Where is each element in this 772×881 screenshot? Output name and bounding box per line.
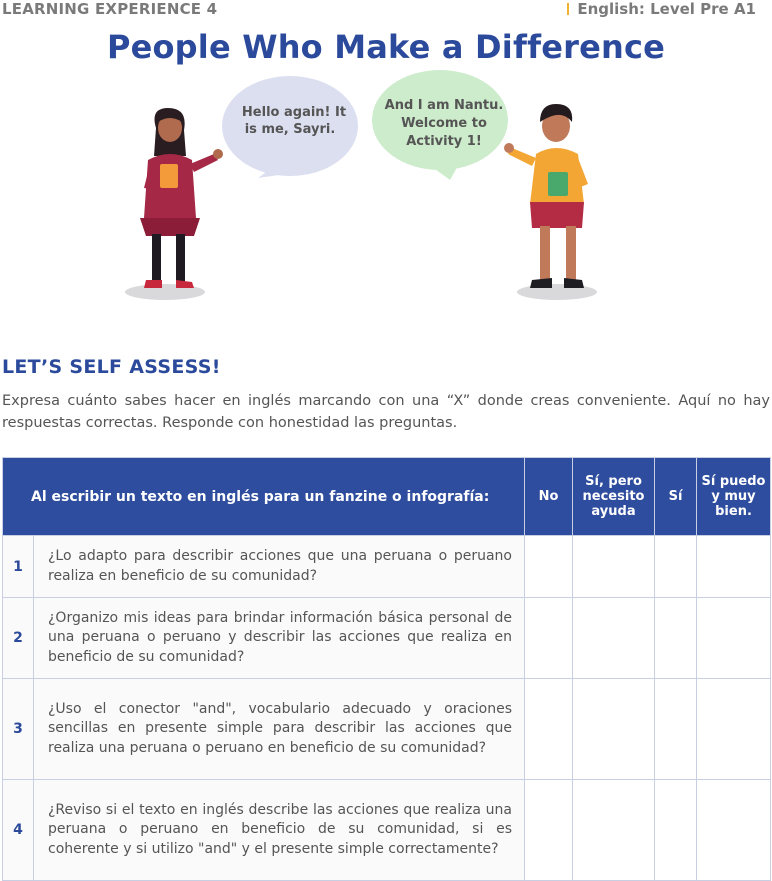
level-text: English: Level Pre A1 xyxy=(577,0,756,18)
self-assessment-table xyxy=(2,457,771,881)
table-row xyxy=(3,679,771,780)
table-header-row xyxy=(3,458,771,536)
intro-text: Expresa cuánto sabes hacer en inglés marcando con una “X” donde creas conveniente. Aquí no hay respuestas correctas. Responde con honestidad las preguntas. xyxy=(2,393,770,431)
table-row xyxy=(3,780,771,881)
answer-cell-yes[interactable] xyxy=(655,679,697,780)
nantu-line-2: Welcome to xyxy=(401,116,487,131)
answer-cell-yes-with-help[interactable] xyxy=(573,679,655,780)
nantu-line-3: Activity 1! xyxy=(406,134,482,149)
nantu-line-1: And I am Nantu. xyxy=(384,98,504,113)
question-text: ¿Reviso si el texto en inglés describe las acciones que realiza una peruana o peruano en beneficio de su comunidad, si es coherente y si utilizo "and" y el presente simple correctamente? xyxy=(34,780,525,881)
answer-cell-no[interactable] xyxy=(525,536,573,598)
illustration xyxy=(0,68,772,308)
sayri-speech-bubble xyxy=(222,76,358,178)
answer-cell-yes[interactable] xyxy=(655,780,697,881)
table-row xyxy=(3,536,771,598)
page-title: People Who Make a Difference xyxy=(106,28,666,66)
nantu-speech-bubble xyxy=(372,70,508,180)
row-number: 2 xyxy=(3,598,34,679)
option-yes-very-well: Sí puedo y muy bien. xyxy=(697,458,771,536)
answer-cell-no[interactable] xyxy=(525,679,573,780)
answer-cell-yes-very-well[interactable] xyxy=(697,780,771,881)
level-label xyxy=(567,0,756,18)
table-row xyxy=(3,598,771,679)
sayri-line-2: is me, Sayri. xyxy=(244,122,336,137)
question-text: ¿Organizo mis ideas para brindar información básica personal de una peruana o peruano y describir las acciones que realiza en beneficio de su comunidad? xyxy=(34,598,525,679)
sayri-figure xyxy=(140,108,223,288)
shadow-nantu xyxy=(517,284,597,300)
answer-cell-yes-very-well[interactable] xyxy=(697,598,771,679)
answer-cell-yes[interactable] xyxy=(655,536,697,598)
nantu-figure xyxy=(504,104,588,288)
question-text: ¿Lo adapto para describir acciones que una peruana o peruano realiza en beneficio de su comunidad? xyxy=(34,536,525,598)
answer-cell-yes-very-well[interactable] xyxy=(697,536,771,598)
answer-cell-yes[interactable] xyxy=(655,598,697,679)
answer-cell-no[interactable] xyxy=(525,780,573,881)
answer-cell-yes-with-help[interactable] xyxy=(573,598,655,679)
answer-cell-yes-with-help[interactable] xyxy=(573,780,655,881)
question-text: ¿Uso el conector "and", vocabulario adecuado y oraciones sencillas en presente simple para describir las acciones que realiza una peruana o peruano en beneficio de su comunidad? xyxy=(34,679,525,780)
option-no: No xyxy=(525,458,573,536)
option-yes: Sí xyxy=(655,458,697,536)
section-title: LET’S SELF ASSESS! xyxy=(2,356,221,378)
option-yes-with-help: Sí, pero necesito ayuda xyxy=(573,458,655,536)
row-number: 3 xyxy=(3,679,34,780)
row-number: 1 xyxy=(3,536,34,598)
page-header xyxy=(0,0,772,20)
sayri-line-1: Hello again! It xyxy=(241,105,347,120)
answer-cell-no[interactable] xyxy=(525,598,573,679)
row-number: 4 xyxy=(3,780,34,881)
answer-cell-yes-with-help[interactable] xyxy=(573,536,655,598)
question-header: Al escribir un texto en inglés para un fanzine o infografía: xyxy=(3,458,525,536)
divider xyxy=(567,3,569,15)
unit-label: LEARNING EXPERIENCE 4 xyxy=(2,0,218,18)
answer-cell-yes-very-well[interactable] xyxy=(697,679,771,780)
